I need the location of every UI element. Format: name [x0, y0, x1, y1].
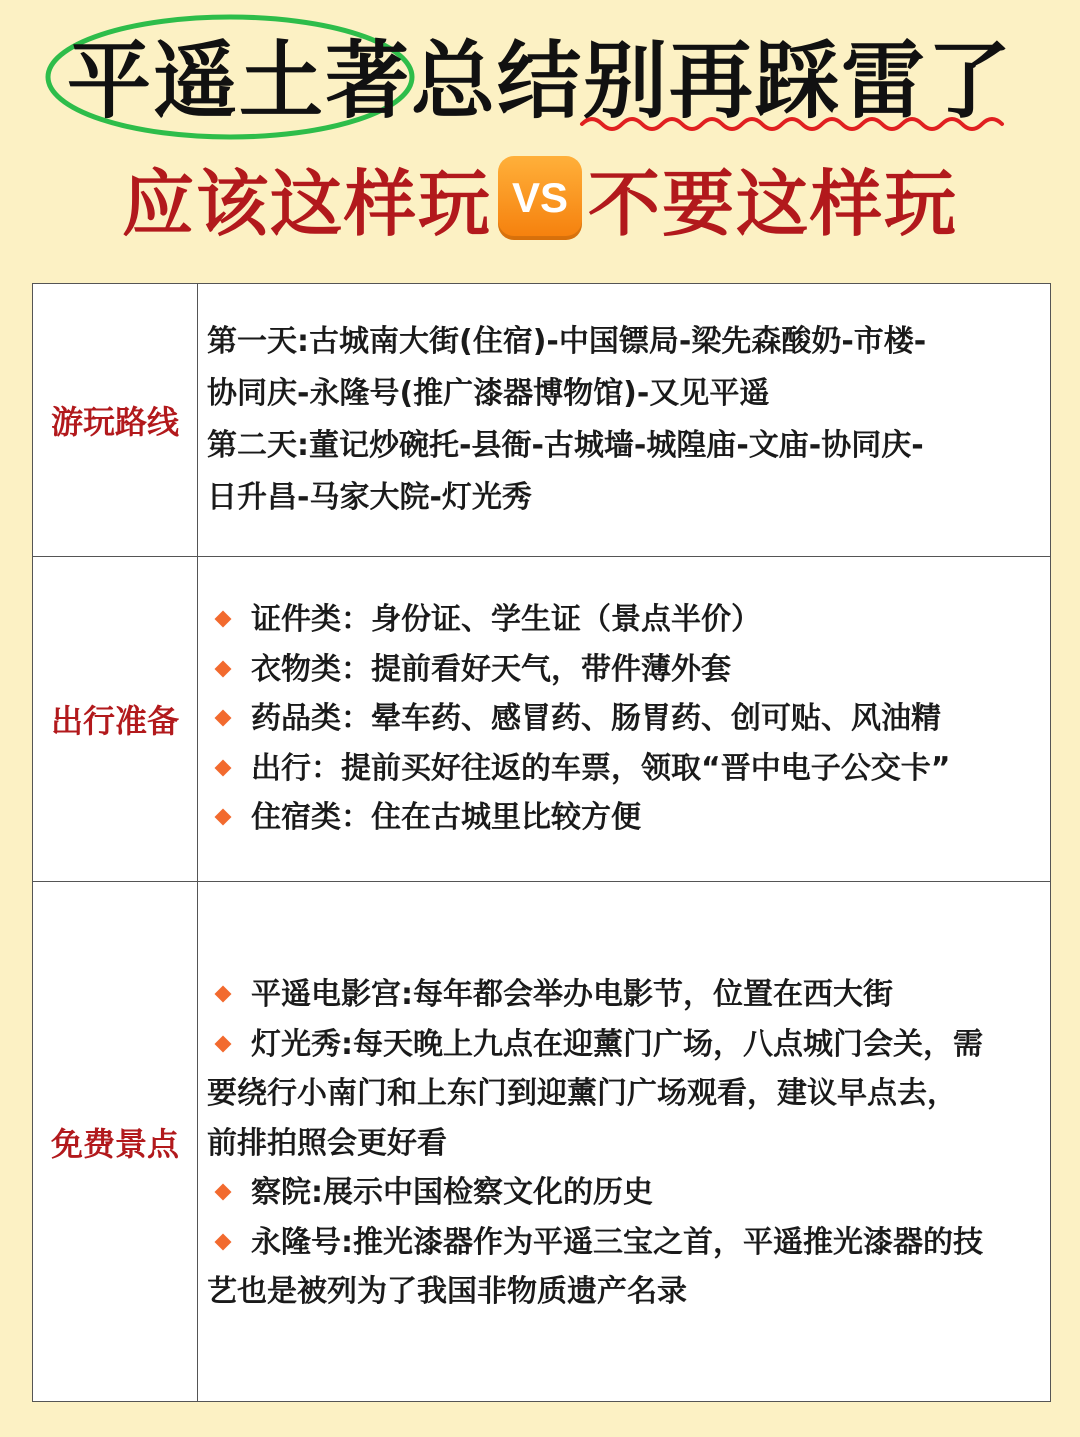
- route-line: 日升昌-马家大院-灯光秀: [207, 480, 532, 515]
- list-item: 永隆号:推光漆器作为平遥三宝之首，平遥推光漆器的技 艺也是被列为了我国非物质遗产名录: [207, 1224, 983, 1309]
- diamond-bullet-icon: [215, 710, 232, 727]
- row-label: 免费景点: [33, 882, 198, 1401]
- subtitle-right: 不要这样玩: [588, 162, 959, 246]
- table-row-route: [33, 284, 1050, 557]
- route-line: 协同庆-永隆号(推广漆器博物馆)-又见平遥: [207, 376, 770, 411]
- title-highlight: 平遥土著: [66, 32, 411, 130]
- header: [0, 0, 1080, 260]
- list-item: 察院:展示中国检察文化的历史: [207, 1168, 1046, 1218]
- diamond-bullet-icon: [215, 809, 232, 826]
- table-row-preparation: [33, 557, 1050, 882]
- list-item: 药品类：晕车药、感冒药、肠胃药、创可贴、风油精: [207, 694, 1046, 744]
- diamond-bullet-icon: [215, 1233, 232, 1250]
- red-wavy-underline: [578, 112, 1008, 136]
- diamond-bullet-icon: [215, 759, 232, 776]
- route-line: 第一天:古城南大街(住宿)-中国镖局-梁先森酸奶-市楼-: [207, 324, 927, 359]
- title-middle: 总结: [410, 32, 583, 130]
- info-table: [32, 283, 1051, 1402]
- free-spots-list: [207, 970, 1046, 1317]
- list-item: 住宿类：住在古城里比较方便: [207, 793, 1046, 843]
- list-item: 衣物类：提前看好天气，带件薄外套: [207, 645, 1046, 695]
- table-row-free-spots: [33, 882, 1050, 1401]
- diamond-bullet-icon: [215, 660, 232, 677]
- diamond-bullet-icon: [215, 1184, 232, 1201]
- row-label: 出行准备: [33, 557, 198, 881]
- route-text: [207, 316, 1046, 524]
- title-warning: 别再踩雷了: [583, 32, 1014, 130]
- diamond-bullet-icon: [215, 611, 232, 628]
- diamond-bullet-icon: [215, 1035, 232, 1052]
- diamond-bullet-icon: [215, 986, 232, 1003]
- vs-badge: VS: [498, 156, 582, 240]
- subtitle: [0, 150, 1080, 246]
- route-content: [198, 284, 1050, 556]
- row-label: 游玩路线: [33, 284, 198, 556]
- free-spots-content: [198, 882, 1050, 1401]
- preparation-content: [198, 557, 1050, 881]
- list-item: 证件类：身份证、学生证（景点半价）: [207, 595, 1046, 645]
- list-item: 平遥电影宫:每年都会举办电影节，位置在西大街: [207, 970, 1046, 1020]
- list-item: 出行：提前买好往返的车票，领取“晋中电子公交卡”: [207, 744, 1046, 794]
- route-line: 第二天:董记炒碗托-县衙-古城墙-城隍庙-文庙-协同庆-: [207, 428, 924, 463]
- subtitle-left: 应该这样玩: [121, 162, 492, 246]
- list-item: 灯光秀:每天晚上九点在迎薰门广场，八点城门会关，需 要绕行小南门和上东门到迎薰门广场观看，建议早点去， 前排拍照会更好看: [207, 1026, 983, 1161]
- preparation-list: [207, 595, 1046, 843]
